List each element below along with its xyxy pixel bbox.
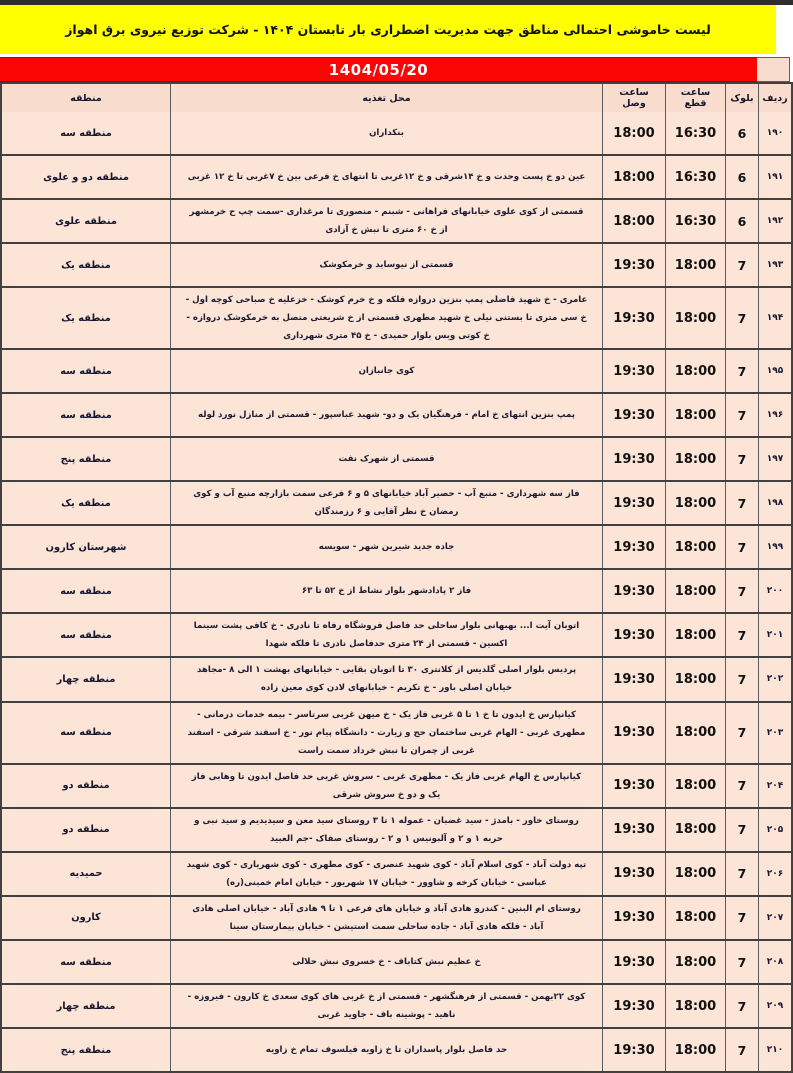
region-cell: منطقه سه bbox=[2, 394, 170, 436]
table-row bbox=[2, 939, 791, 983]
row-number-cell: ۱۹۳ bbox=[758, 244, 791, 286]
location-cell: جاده جدید شیرین شهر - سویسه bbox=[170, 526, 602, 568]
cut-time-cell: 18:00 bbox=[665, 853, 725, 895]
reconnect-time-cell: 19:30 bbox=[602, 897, 665, 939]
reconnect-time-cell: 19:30 bbox=[602, 288, 665, 348]
reconnect-time-cell: 19:30 bbox=[602, 853, 665, 895]
cut-time-cell: 18:00 bbox=[665, 394, 725, 436]
location-cell: بنکداران bbox=[170, 112, 602, 154]
region-cell: منطقه دو bbox=[2, 765, 170, 807]
block-cell: 7 bbox=[725, 658, 758, 700]
table-row bbox=[2, 242, 791, 286]
location-cell: اتوبان آیت ا... بهبهانی بلوار ساحلی حد فاصل فروشگاه رفاه تا نادری - خ کافی پشت سینما اکسین - قسمتی از ۲۴ متری حدفاصل نادری تا فلکه شهدا bbox=[170, 614, 602, 656]
banner-row bbox=[0, 5, 793, 54]
location-cell: کوی ۲۲بهمن - قسمتی از فرهنگشهر - قسمتی از خ غربی های کوی سعدی خ کارون - فیروزه - ناهید - پوشینه باف - جاوید غربی bbox=[170, 985, 602, 1027]
reconnect-time-cell: 19:30 bbox=[602, 570, 665, 612]
block-cell: 6 bbox=[725, 112, 758, 154]
cut-time-cell: 18:00 bbox=[665, 438, 725, 480]
table-row bbox=[2, 983, 791, 1027]
reconnect-time-cell: 19:30 bbox=[602, 614, 665, 656]
block-cell: 6 bbox=[725, 156, 758, 198]
table-header-row bbox=[2, 84, 791, 112]
block-cell: 7 bbox=[725, 394, 758, 436]
reconnect-time-cell: 19:30 bbox=[602, 394, 665, 436]
region-cell: منطقه سه bbox=[2, 112, 170, 154]
date-value: 1404/05/20 bbox=[328, 60, 429, 79]
block-cell: 7 bbox=[725, 1029, 758, 1071]
location-cell: کوی جانبازان bbox=[170, 350, 602, 392]
row-number-cell: ۱۹۸ bbox=[758, 482, 791, 524]
date-row bbox=[0, 57, 793, 82]
cut-time-cell: 18:00 bbox=[665, 570, 725, 612]
cut-time-cell: 18:00 bbox=[665, 350, 725, 392]
region-cell: منطقه پنج bbox=[2, 1029, 170, 1071]
header-cut-time: ساعت قطع bbox=[665, 84, 725, 112]
reconnect-time-cell: 18:00 bbox=[602, 156, 665, 198]
region-cell: منطقه یک bbox=[2, 482, 170, 524]
row-number-cell: ۲۰۲ bbox=[758, 658, 791, 700]
region-cell: منطقه یک bbox=[2, 244, 170, 286]
region-cell: منطقه یک bbox=[2, 288, 170, 348]
header-row-number: ردیف bbox=[758, 84, 791, 112]
location-cell: کیانپارس خ ایدون تا خ ۱ تا ۵ غربی فاز یک - خ میهن غربی سرتاسر - بیمه خدمات درمانی - مطهری غربی - الهام غربی ساختمان حج و زیارت - دانشگاه پیام نور - خ اسفند شرقی - اسفند غربی از چمران تا نبش خرداد سمت راست bbox=[170, 703, 602, 763]
location-cell: فاز سه شهرداری - منبع آب - حصیر آباد خیابانهای ۵ و ۶ فرعی سمت بازارچه منبع آب و کوی رمضان خ نظر آقایی و ۶ رزمندگان bbox=[170, 482, 602, 524]
cut-time-cell: 18:00 bbox=[665, 1029, 725, 1071]
row-number-cell: ۱۹۰ bbox=[758, 112, 791, 154]
region-cell: منطقه چهار bbox=[2, 658, 170, 700]
reconnect-time-cell: 19:30 bbox=[602, 941, 665, 983]
region-cell: منطقه علوی bbox=[2, 200, 170, 242]
block-cell: 7 bbox=[725, 853, 758, 895]
region-cell: کارون bbox=[2, 897, 170, 939]
row-number-cell: ۱۹۴ bbox=[758, 288, 791, 348]
location-cell: کیانپارس خ الهام غربی فاز یک - مطهری غربی - سروش غربی حد فاصل ایدون تا وهابی فاز یک و دو خ سروش شرقی bbox=[170, 765, 602, 807]
banner-right-gap bbox=[776, 5, 793, 54]
block-cell: 7 bbox=[725, 985, 758, 1027]
page-title: لیست خاموشی احتمالی مناطق جهت مدیریت اضطراری بار تابستان ۱۴۰۴ - شرکت توزیع نیروی برق اهواز bbox=[65, 22, 711, 37]
cut-time-cell: 18:00 bbox=[665, 658, 725, 700]
location-cell: روستای ام البنین - کندرو هادی آباد و خیابان های فرعی ۱ تا ۹ هادی آباد - خیابان اصلی هادی آباد - فلکه هادی آباد - جاده ساحلی سمت استیشن - خیابان بیمارستان سینا bbox=[170, 897, 602, 939]
row-number-cell: ۲۰۳ bbox=[758, 703, 791, 763]
block-cell: 7 bbox=[725, 288, 758, 348]
cut-time-cell: 16:30 bbox=[665, 156, 725, 198]
row-number-cell: ۱۹۱ bbox=[758, 156, 791, 198]
table-row bbox=[2, 851, 791, 895]
region-cell: منطقه دو bbox=[2, 809, 170, 851]
block-cell: 7 bbox=[725, 350, 758, 392]
table-row bbox=[2, 286, 791, 348]
reconnect-time-cell: 19:30 bbox=[602, 1029, 665, 1071]
table-row bbox=[2, 348, 791, 392]
reconnect-time-cell: 19:30 bbox=[602, 765, 665, 807]
row-number-cell: ۲۰۶ bbox=[758, 853, 791, 895]
region-cell: منطقه سه bbox=[2, 570, 170, 612]
cut-time-cell: 16:30 bbox=[665, 200, 725, 242]
outage-table-body bbox=[2, 112, 791, 1071]
block-cell: 7 bbox=[725, 482, 758, 524]
header-region: منطقه bbox=[2, 84, 170, 112]
cut-time-cell: 18:00 bbox=[665, 703, 725, 763]
header-block: بلوک bbox=[725, 84, 758, 112]
date-row-corner-cell bbox=[757, 57, 790, 82]
reconnect-time-cell: 18:00 bbox=[602, 112, 665, 154]
reconnect-time-cell: 19:30 bbox=[602, 482, 665, 524]
table-row bbox=[2, 895, 791, 939]
table-row bbox=[2, 392, 791, 436]
row-number-cell: ۲۰۵ bbox=[758, 809, 791, 851]
block-cell: 7 bbox=[725, 526, 758, 568]
cut-time-cell: 18:00 bbox=[665, 765, 725, 807]
cut-time-cell: 18:00 bbox=[665, 985, 725, 1027]
location-cell: قسمتی از نیوساید و خرمکوشک bbox=[170, 244, 602, 286]
table-row bbox=[2, 568, 791, 612]
reconnect-time-cell: 19:30 bbox=[602, 703, 665, 763]
table-row bbox=[2, 112, 791, 154]
block-cell: 7 bbox=[725, 570, 758, 612]
table-row bbox=[2, 612, 791, 656]
row-number-cell: ۲۰۷ bbox=[758, 897, 791, 939]
location-cell: پردیس بلوار اصلی گلدیس از کلانتری ۳۰ تا اتوبان بقایی - خیابانهای بهشت ۱ الی ۸ -مجاهد خیابان اصلی باور - خ تکریم - خیابانهای لادن کوی معین زاده bbox=[170, 658, 602, 700]
row-number-cell: ۱۹۶ bbox=[758, 394, 791, 436]
cut-time-cell: 18:00 bbox=[665, 941, 725, 983]
region-cell: شهرستان کارون bbox=[2, 526, 170, 568]
row-number-cell: ۱۹۷ bbox=[758, 438, 791, 480]
cut-time-cell: 18:00 bbox=[665, 244, 725, 286]
region-cell: منطقه چهار bbox=[2, 985, 170, 1027]
table-row bbox=[2, 436, 791, 480]
table-row bbox=[2, 198, 791, 242]
table-row bbox=[2, 807, 791, 851]
region-cell: منطقه پنج bbox=[2, 438, 170, 480]
table-row bbox=[2, 1027, 791, 1071]
table-row bbox=[2, 524, 791, 568]
cut-time-cell: 18:00 bbox=[665, 526, 725, 568]
block-cell: 7 bbox=[725, 897, 758, 939]
cut-time-cell: 18:00 bbox=[665, 809, 725, 851]
reconnect-time-cell: 19:30 bbox=[602, 244, 665, 286]
location-cell: پمپ بنزین انتهای خ امام - فرهنگیان یک و دو- شهید عباسپور - قسمتی از منازل نورد لوله bbox=[170, 394, 602, 436]
cut-time-cell: 18:00 bbox=[665, 614, 725, 656]
row-number-cell: ۲۱۰ bbox=[758, 1029, 791, 1071]
row-number-cell: ۱۹۵ bbox=[758, 350, 791, 392]
block-cell: 7 bbox=[725, 941, 758, 983]
table-row bbox=[2, 763, 791, 807]
reconnect-time-cell: 19:30 bbox=[602, 809, 665, 851]
location-cell: عین دو خ پست وحدت و خ ۱۴شرقی و خ ۱۲غربی تا انتهای خ فرعی بین خ ۷غربی تا خ ۱۲ غربی bbox=[170, 156, 602, 198]
row-number-cell: ۲۰۹ bbox=[758, 985, 791, 1027]
location-cell: خ عظیم نبش کتاباف - خ خسروی نبش حلالی bbox=[170, 941, 602, 983]
row-number-cell: ۱۹۲ bbox=[758, 200, 791, 242]
reconnect-time-cell: 18:00 bbox=[602, 200, 665, 242]
table-row bbox=[2, 701, 791, 763]
reconnect-time-cell: 19:30 bbox=[602, 350, 665, 392]
outage-table bbox=[0, 82, 793, 1073]
region-cell: منطقه دو و علوی bbox=[2, 156, 170, 198]
location-cell: فاز ۲ پادادشهر بلوار نشاط از خ ۵۲ تا ۶۳ bbox=[170, 570, 602, 612]
location-cell: تپه دولت آباد - کوی اسلام آباد - کوی شهید عنصری - کوی مطهری - کوی شهریاری - کوی شهید عباسی - خیابان کرخه و شاوور - خیابان ۱۷ شهریور - خیابان امام خمینی(ره) bbox=[170, 853, 602, 895]
cut-time-cell: 18:00 bbox=[665, 288, 725, 348]
region-cell: منطقه سه bbox=[2, 703, 170, 763]
header-location: محل تغذیه bbox=[170, 84, 602, 112]
row-number-cell: ۲۰۸ bbox=[758, 941, 791, 983]
block-cell: 7 bbox=[725, 438, 758, 480]
location-cell: روستای خاور - بامدژ - سید غضبان - عموله ۱ تا ۳ روستای سید معن و سیدیدیم و سید نبی و حربه ۱ و ۲ و آلبونیس ۱ و ۲ - روستای صفاک -جم العبید bbox=[170, 809, 602, 851]
table-row bbox=[2, 656, 791, 700]
location-cell: حد فاصل بلوار پاسداران تا خ زاویه فیلسوف تمام خ زاویه bbox=[170, 1029, 602, 1071]
block-cell: 7 bbox=[725, 809, 758, 851]
cut-time-cell: 18:00 bbox=[665, 482, 725, 524]
region-cell: منطقه سه bbox=[2, 941, 170, 983]
location-cell: عامری - خ شهید فاضلی پمپ بنزین دروازه فلکه و خ خرم کوشک - خزعلیه خ صباحی کوچه اول - خ سی متری تا بستنی نیلی خ شهید مطهری قسمتی از خ شریعتی متصل به خرمکوشک دروازه - خ کوتی وبس بلوار حمیدی - خ ۴۵ متری شهرداری bbox=[170, 288, 602, 348]
row-number-cell: ۲۰۱ bbox=[758, 614, 791, 656]
block-cell: 7 bbox=[725, 703, 758, 763]
reconnect-time-cell: 19:30 bbox=[602, 985, 665, 1027]
row-number-cell: ۱۹۹ bbox=[758, 526, 791, 568]
block-cell: 7 bbox=[725, 614, 758, 656]
block-cell: 6 bbox=[725, 200, 758, 242]
header-reconnect-time: ساعت وصل bbox=[602, 84, 665, 112]
cut-time-cell: 18:00 bbox=[665, 897, 725, 939]
reconnect-time-cell: 19:30 bbox=[602, 438, 665, 480]
row-number-cell: ۲۰۰ bbox=[758, 570, 791, 612]
location-cell: قسمتی از کوی علوی خیابانهای فراهانی - شبنم - منصوری تا مرغداری -سمت چپ ح خرمشهر از خ ۶۰ متری تا نبش خ آزادی bbox=[170, 200, 602, 242]
cut-time-cell: 16:30 bbox=[665, 112, 725, 154]
reconnect-time-cell: 19:30 bbox=[602, 526, 665, 568]
row-number-cell: ۲۰۴ bbox=[758, 765, 791, 807]
date-bar bbox=[0, 57, 757, 82]
region-cell: حمیدیه bbox=[2, 853, 170, 895]
region-cell: منطقه سه bbox=[2, 350, 170, 392]
location-cell: قسمتی از شهرک نفت bbox=[170, 438, 602, 480]
block-cell: 7 bbox=[725, 765, 758, 807]
block-cell: 7 bbox=[725, 244, 758, 286]
region-cell: منطقه سه bbox=[2, 614, 170, 656]
reconnect-time-cell: 19:30 bbox=[602, 658, 665, 700]
table-row bbox=[2, 480, 791, 524]
title-banner bbox=[0, 5, 776, 54]
table-row bbox=[2, 154, 791, 198]
